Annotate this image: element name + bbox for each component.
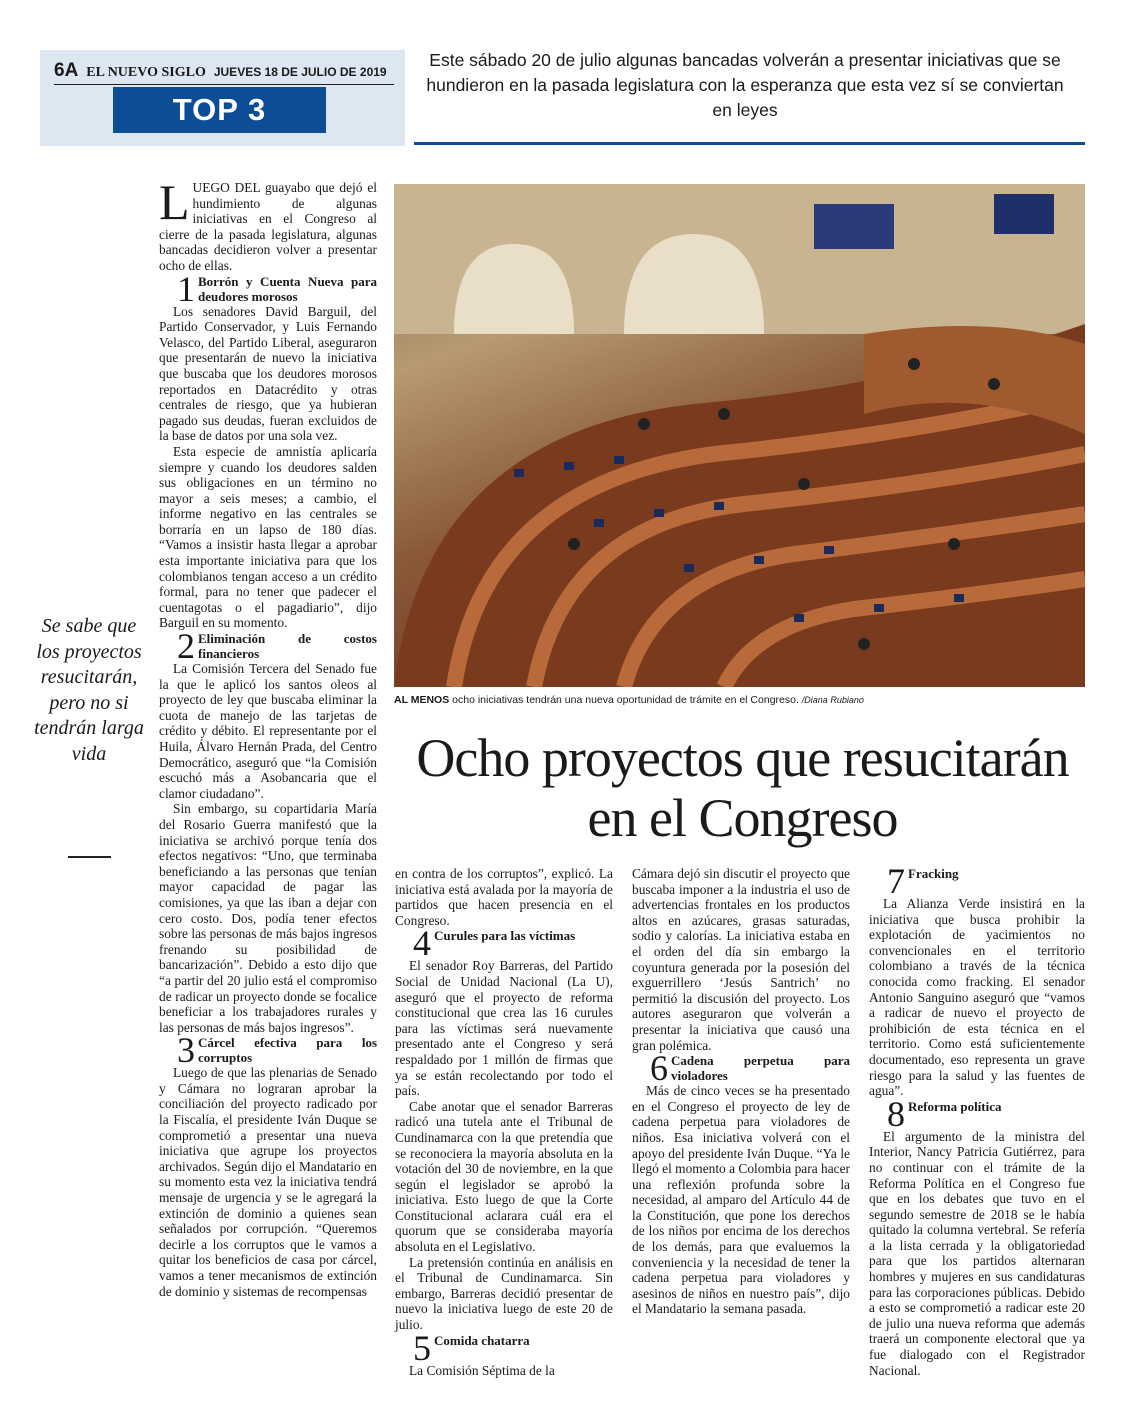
subhead-title: Cárcel efectiva para los corruptos xyxy=(198,1035,377,1066)
subhead-number: 3 xyxy=(177,1030,195,1071)
subhead-5 xyxy=(413,1327,613,1368)
column-4 xyxy=(869,861,1085,1378)
body-paragraph: Cámara dejó sin discutir el proyecto que buscaba imponer a la industria el uso de advertencias frontales en los productos altos en azúcares, grasas saturadas, sodio y calorías. La iniciativa estaba en el orden del día sin embargo la coyuntura generada por la posesión del exguerrillero ‘Jesús Santrich’ no permitió la discusión del proyecto. Los autores aseguraron que volverán a presentar la iniciativa que causó una gran polémica. xyxy=(632,866,850,1053)
subhead-title: Curules para las víctimas xyxy=(434,928,576,944)
subhead-title: Borrón y Cuenta Nueva para deudores morosos xyxy=(198,273,377,304)
column-3 xyxy=(632,866,850,1317)
body-paragraph: Más de cinco veces se ha presentado en el Congreso el proyecto de ley de cadena perpetua para violadores de niños. Esa iniciativa volverá con el apoyo del presidente Iván Duque. “Ya le llegó el momento a Colombia para hacer una reflexión profunda sobre la necesidad, al amparo del Artículo 44 de la Constitución, que pone los derechos de los niños por encima de los derechos de los demás, para que evaluemos la conveniencia y la necesidad de tener la cadena perpetua para violadores y asesinos de niños en nuestro país”, dijo el Mandatario la semana pasada. xyxy=(632,1083,850,1317)
congress-photo xyxy=(394,184,1085,687)
deck-divider xyxy=(414,142,1085,145)
photo-caption xyxy=(394,694,1085,706)
body-paragraph: Los senadores David Barguil, del Partido Conservador, y Luis Fernando Velasco, del Partido Liberal, aseguraron que presentarán de nuevo la iniciativa que buscaba que los deudores morosos reportados en Datacrédito y otras centrales de riesgo, que ya hubieran pagado sus deudas, fueran excluidos de la base de datos por una sola vez. xyxy=(159,303,377,444)
subhead-number: 1 xyxy=(177,268,195,309)
pull-quote-rule xyxy=(68,856,111,858)
subhead-7 xyxy=(887,861,1085,901)
subhead-1 xyxy=(177,268,377,309)
headline: Ocho proyectos que resucitarán en el Congreso xyxy=(416,728,1069,848)
subhead-number: 7 xyxy=(887,861,905,901)
body-paragraph: La Comisión Tercera del Senado fue la que le aplicó los santos oleos al proyecto de ley que buscaba eliminar la cuota de manejo de las tarjetas de crédito y débito. El representante por el Huila, Álvaro Hernán Prada, del Centro Democrático, aseguró que “la Comisión escuchó más a Asobancaria que el clamor ciudadano”. xyxy=(159,661,377,801)
body-paragraph: La Comisión Séptima de la xyxy=(409,1362,555,1378)
body-paragraph: La Alianza Verde insistirá en la iniciativa que busca prohibir la explotación de yacimientos no convencionales en el territorio colombiano a través de la técnica conocida como fracking. El senador Antonio Sanguino aseguró que “vamos a radicar de nuevo el proyecto de prohibición de esta técnica en el territorio. Como está suficientemente documentado, eso representa un grave riesgo para la salud y las fuentes de agua”. xyxy=(869,896,1085,1099)
body-paragraph: La pretensión continúa en análisis en el Tribunal de Cundinamarca. Sin embargo, Barreras decidió presentar de nuevo la iniciativa luego de este 20 de julio. xyxy=(395,1254,613,1333)
body-paragraph: Cabe anotar que el senador Barreras radicó una tutela ante el Tribunal de Cundinamarca con la que pretendía que se reconociera la mayoría absoluta en la votación del 30 de noviembre, en la que según el legislador se aprobó la iniciativa. Esto luego de que la Corte Constitucional aclarara cuál era el quorum que se consideraba mayoría absoluta en el Legislativo. xyxy=(395,1098,613,1255)
subhead-2 xyxy=(177,626,377,667)
column-1 xyxy=(159,174,377,1299)
newspaper-name: EL NUEVO SIGLO xyxy=(86,65,206,80)
body-paragraph: El argumento de la ministra del Interior, Nancy Patricia Gutiérrez, para no continuar con el trámite de la Reforma Política en el Congreso fue que en los debates que tuvo en el segundo semestre de 2018 se le había quitado la columna vertebral. Se refería a la lista cerrada y la obligatoriedad para que los partidos alternaran hombres y mujeres en sus candidaturas para las corporaciones públicas. Debido a esto se comprometió a radicar este 20 de julio una nueva reforma que además traerá un componente electoral que ya fue dialogado con el Registrador Nacional. xyxy=(869,1128,1085,1378)
subhead-title: Reforma política xyxy=(908,1098,1002,1114)
congress-chamber-illustration xyxy=(394,184,1085,687)
subhead-title: Comida chatarra xyxy=(434,1332,530,1348)
subhead-title: Cadena perpetua para violadores xyxy=(671,1053,850,1084)
subhead-title: Eliminación de costos financieros xyxy=(198,631,377,662)
subhead-number: 5 xyxy=(413,1327,431,1368)
body-paragraph: El senador Roy Barreras, del Partido Social de Unidad Nacional (La U), aseguró que el proyecto de reforma constitucional que crea las 16 curules para las víctimas será nuevamente presentado ante el Congreso y será respaldado por 1 millón de firmas que ya se están recolectando por todo el país. xyxy=(395,958,613,1099)
issue-date: JUEVES 18 DE JULIO DE 2019 xyxy=(213,65,387,79)
subhead-number: 6 xyxy=(650,1048,668,1089)
subhead-number: 4 xyxy=(413,923,431,964)
drop-cap: L xyxy=(159,174,190,230)
body-paragraph: Esta especie de amnistía aplicaría siempre y cuando los deudores salden sus obligaciones en un término no mayor a seis meses; a cambio, el informe negativo en las centrales se borraría en un lapso de 180 días. “Vamos a insistir hasta llegar a aprobar esta importante iniciativa para que los colombianos tengan acceso a un crédito formal, para no tener que padecer el cuentagotas o el pagadiario”, dijo Barguil en su momento. xyxy=(159,443,377,631)
caption-text: ocho iniciativas tendrán una nueva oportunidad de trámite en el Congreso. xyxy=(449,694,802,706)
subhead-title: Fracking xyxy=(908,866,959,881)
subhead-4 xyxy=(413,923,613,964)
folio-line xyxy=(54,60,394,85)
pull-quote: Se sabe que los proyectos resucitarán, pero no si tendrán larga vida xyxy=(34,615,144,765)
subhead-number: 8 xyxy=(887,1093,905,1134)
body-paragraph: Sin embargo, su copartidaria María del Rosario Guerra manifestó que la iniciativa se archivó porque tenía dos efectos negativos: “Uno, que terminaba beneficiando a las personas que tenían mayor capacidad de pagar las comisiones, ya que las iban a dejar con cero costo. Dos, podía tener efectos sobre las personas de más bajos ingresos frenando su posibilidad de bancarización”. Debido a esto dijo que “a partir del 20 julio está el compromiso de radicar un proyecto donde se focalice beneficiar a los trabajadores rurales y las personas de más bajos ingresos”. xyxy=(159,801,377,1035)
subhead-3 xyxy=(177,1030,377,1071)
caption-lead: AL MENOS xyxy=(394,694,450,706)
body-paragraph: Luego de que las plenarias de Senado y Cámara no lograran aprobar la conciliación del proyecto radicado por la Fiscalía, el presidente Iván Duque se comprometió a presentar una nueva iniciativa que agrupe los proyectos archivados. Según dijo el Mandatario en su momento esta vez la iniciativa tendrá mensaje de urgencia y se le agregará la extinción de dominio a quienes sean señalados por corrupción. “Queremos decirle a los corruptos que le vamos a quitar los beneficios de casa por cárcel, vamos a tener mecanismos de extinción de dominio y sistemas de recompensas xyxy=(159,1065,377,1299)
subhead-8 xyxy=(887,1093,1085,1134)
intro-paragraph xyxy=(159,174,377,274)
column-2 xyxy=(395,866,613,1378)
body-paragraph: en contra de los corruptos”, explicó. La iniciativa está avalada por la mayoría de partidos que hacen presencia en el Congreso. xyxy=(395,866,613,928)
page-number: 6A xyxy=(54,60,79,81)
section-label: TOP 3 xyxy=(113,87,326,133)
subhead-6 xyxy=(650,1048,850,1089)
photo-credit: /Diana Rubiano xyxy=(801,695,864,705)
subhead-number: 2 xyxy=(177,626,195,667)
intro-text: UEGO DEL guayabo que dejó el hundimiento de algunas iniciativas en el Congreso al cierre de la pasada legislatura, algunas bancadas decidieron volver a presentar ocho de ellas. xyxy=(159,180,377,273)
deck-summary: Este sábado 20 de julio algunas bancadas volverán a presentar iniciativas que se hundieron en la pasada legislatura con la esperanza que esta vez sí se conviertan en leyes xyxy=(426,50,1064,120)
